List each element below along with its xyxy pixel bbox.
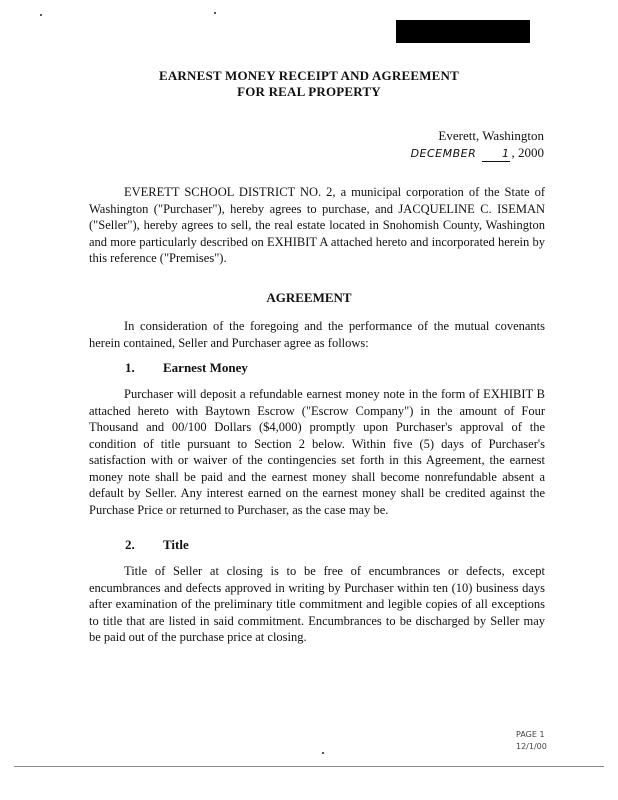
section-2-heading (125, 537, 189, 553)
footer-date-code: 12/1/00 (516, 742, 547, 751)
scan-speck (322, 752, 324, 754)
section-1-title: Earnest Money (163, 360, 248, 375)
handwritten-day: 1 (502, 147, 510, 160)
agreement-heading: AGREEMENT (266, 290, 352, 305)
consideration-paragraph: In consideration of the foregoing and the performance of the mutual covenants herein contained, Seller and Purchaser agree as follows: (89, 319, 545, 350)
scan-speck (40, 14, 42, 16)
document-title-line2: FOR REAL PROPERTY (237, 84, 381, 99)
place-line: Everett, Washington (438, 128, 544, 143)
scan-speck (214, 12, 216, 14)
footer-page-label: PAGE 1 (516, 730, 545, 739)
date-line (411, 145, 544, 162)
section-2-text: Title of Seller at closing is to be free of encumbrances or defects, except encumbrances and defects approved in writing by Purchaser within ten (10) business days after examination of the preliminary title commitment and legible copies of all exceptions to title that are listed in said commitment. Encumbrances to be discharged by Seller may be paid out of the purchase price at closing. (89, 564, 545, 644)
section-1-number: 1. (125, 360, 135, 375)
redaction-block (396, 20, 530, 43)
date-year: , 2000 (511, 145, 544, 160)
section-1-heading (125, 360, 248, 376)
section-2-title: Title (163, 537, 189, 552)
scan-bottom-edge (14, 766, 604, 767)
date-day-blank (482, 145, 510, 162)
section-1-text: Purchaser will deposit a refundable earnest money note in the form of EXHIBIT B attached hereto with Baytown Escrow ("Escrow Company") in the amount of Four Thousand and 00/100 Dollars ($4,000) promptly upon Purchaser's approval of the condition of title pursuant to Section 2 below. Within five (5) days of Purchaser's satisfaction with or waiver of the contingencies set forth in this Agreement, the earnest money note shall be paid and the earnest money shall become nonrefundable absent a default by Seller. Any interest earned on the earnest money shall be credited against the Purchase Price or returned to Purchaser, as the case may be. (89, 387, 545, 517)
intro-paragraph: EVERETT SCHOOL DISTRICT NO. 2, a municipal corporation of the State of Washington ("Purchaser"), hereby agrees to purchase, and JACQUELINE C. ISEMAN ("Seller"), hereby agrees to sell, the real estate located in Snohomish County, Washington and more particularly described on EXHIBIT A attached hereto and incorporated herein by this reference ("Premises"). (89, 185, 545, 265)
handwritten-month: DECEMBER (410, 147, 477, 160)
document-title-line1: EARNEST MONEY RECEIPT AND AGREEMENT (158, 68, 460, 83)
section-2-number: 2. (125, 537, 135, 552)
